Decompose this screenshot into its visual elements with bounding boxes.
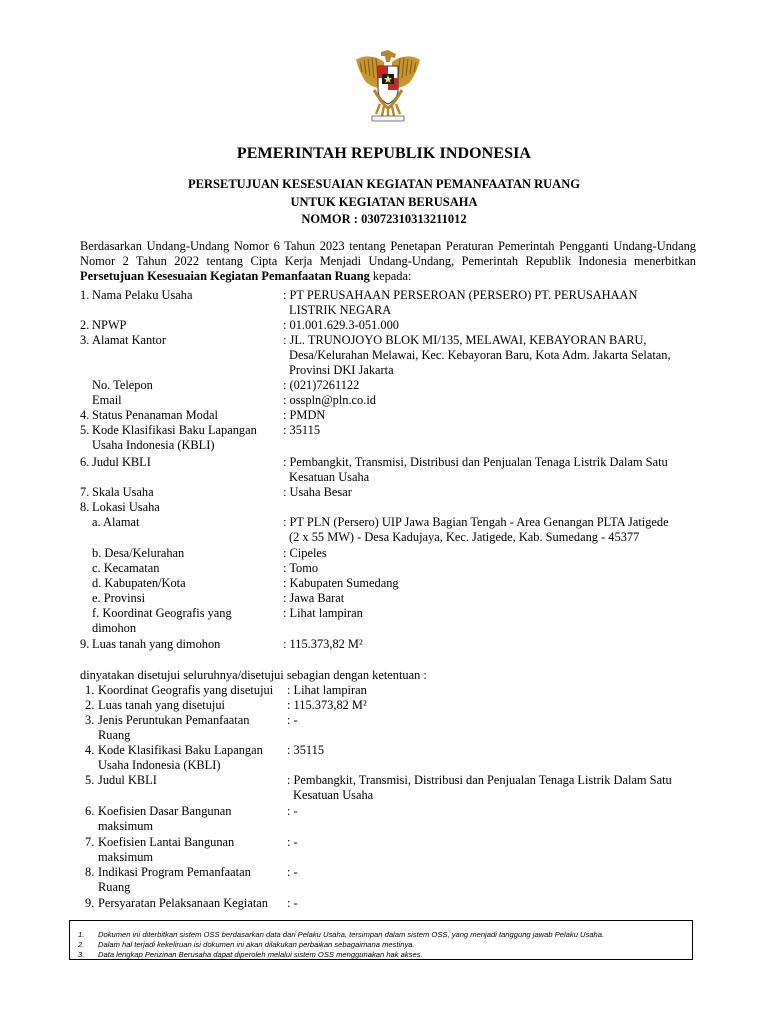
list-item-value: : -	[287, 865, 298, 879]
list-item-value: : Lihat lampiran	[283, 606, 363, 620]
list-item-value: : -	[287, 896, 298, 910]
list-item-label: Koordinat Geografis yang disetujui	[98, 683, 274, 697]
list-item-number: 4.	[85, 743, 95, 757]
footnote-text: Dokumen ini diterbitkan sistem OSS berdasarkan data dari Pelaku Usaha, tersimpan dalam sistem OSS, yang menjadi tanggung jawab Pelaku Usaha.	[98, 930, 605, 939]
list-item-label: Skala Usaha	[92, 485, 154, 499]
list-item-value: : Lihat lampiran	[287, 683, 367, 697]
list-item-number: 1.	[85, 683, 95, 697]
list-item-value: : PT PERUSAHAAN PERSEROAN (PERSERO) PT. PERUSAHAAN	[283, 288, 638, 302]
list-item-label: Indikasi Program Pemanfaatan	[98, 865, 251, 879]
list-item-value: Kesatuan Usaha	[289, 470, 370, 485]
list-item-value: : 01.001.629.3-051.000	[283, 318, 399, 332]
list-item-number: 7.	[85, 835, 95, 849]
footnote-number: 1.	[78, 930, 85, 939]
intro-paragraph	[80, 239, 696, 285]
list-item-value: : -	[287, 835, 298, 849]
list-item-label: f. Koordinat Geografis yang	[92, 606, 232, 620]
list-item-number: 5.	[85, 773, 95, 787]
list-item-value: : Usaha Besar	[283, 485, 352, 499]
list-item-value: : PMDN	[283, 408, 326, 422]
list-item-number: 3.	[80, 333, 90, 347]
list-item-value: : 115.373,82 M²	[283, 637, 363, 651]
list-item-number: 8.	[85, 865, 95, 879]
list-item-value: : Tomo	[283, 561, 319, 575]
list-item-value: : PT PLN (Persero) UIP Jawa Bagian Tengah - Area Genangan PLTA Jatigede	[283, 515, 669, 529]
list-item-label: a. Alamat	[92, 515, 140, 529]
list-item-label: Judul KBLI	[98, 773, 157, 787]
document-number: NOMOR : 03072310313211012	[301, 212, 467, 226]
footnote-text: Data lengkap Perizinan Berusaha dapat diperoleh melalui sistem OSS menggunakan hak akses.	[98, 950, 423, 959]
intro-bold-text: Persetujuan Kesesuaian Kegiatan Pemanfaatan Ruang	[80, 269, 370, 284]
list-item-label: b. Desa/Kelurahan	[92, 546, 185, 560]
list-item-value: : JL. TRUNOJOYO BLOK MI/135, MELAWAI, KEBAYORAN BARU,	[283, 333, 647, 347]
list-item-label: d. Kabupaten/Kota	[92, 576, 186, 590]
list-item-label: Alamat Kantor	[92, 333, 166, 347]
list-item-number: 1.	[80, 288, 90, 302]
government-title: PEMERINTAH REPUBLIK INDONESIA	[236, 145, 532, 162]
list-item-label: Ruang	[98, 880, 131, 895]
list-item-label: Luas tanah yang disetujui	[98, 698, 225, 712]
list-item-label: Luas tanah yang dimohon	[92, 637, 221, 651]
list-item-value: : Kabupaten Sumedang	[283, 576, 399, 590]
list-item-label: Kode Klasifikasi Baku Lapangan	[98, 743, 263, 757]
list-item-number: 2.	[85, 698, 95, 712]
intro-suffix: kepada:	[372, 269, 412, 284]
list-item-number: 6.	[85, 804, 95, 818]
list-item-label: Ruang	[98, 728, 131, 743]
list-item-value: : -	[287, 804, 298, 818]
list-item-value: LISTRIK NEGARA	[289, 303, 392, 318]
document-title	[0, 176, 768, 229]
list-item-value: : 35115	[287, 743, 325, 757]
list-item-number: 9.	[80, 637, 90, 651]
list-item-value: Desa/Kelurahan Melawai, Kec. Kebayoran Baru, Kota Adm. Jakarta Selatan,	[289, 348, 671, 363]
list-item-value: : osspln@pln.co.id	[283, 393, 376, 407]
list-item-label: Usaha Indonesia (KBLI)	[92, 438, 215, 453]
list-item-value: : Jawa Barat	[283, 591, 345, 605]
list-item-number: 3.	[85, 713, 95, 727]
list-item-label: Nama Pelaku Usaha	[92, 288, 193, 302]
list-item-label: Judul KBLI	[92, 455, 151, 469]
list-item-number: 6.	[80, 455, 90, 469]
list-item-label: No. Telepon	[92, 378, 153, 392]
list-item-label: Kode Klasifikasi Baku Lapangan	[92, 423, 257, 437]
list-item-value: : Cipeles	[283, 546, 327, 560]
list-item-value: : -	[287, 713, 298, 727]
list-item-label: maksimum	[98, 850, 154, 865]
list-item-label: Lokasi Usaha	[92, 500, 160, 514]
list-item-label: Persyaratan Pelaksanaan Kegiatan	[98, 896, 268, 910]
list-item-number: 8.	[80, 500, 90, 514]
list-item-value: Kesatuan Usaha	[293, 788, 374, 803]
list-item-label: Koefisien Dasar Bangunan	[98, 804, 232, 818]
list-item-label: e. Provinsi	[92, 591, 146, 605]
document-title-line-1: PERSETUJUAN KESESUAIAN KEGIATAN PEMANFAATAN RUANG	[188, 177, 580, 191]
list-item-value: : 115.373,82 M²	[287, 698, 367, 712]
list-item-label: Koefisien Lantai Bangunan	[98, 835, 235, 849]
document-title-line-2: UNTUK KEGIATAN BERUSAHA	[290, 194, 478, 209]
list-item-label: maksimum	[98, 819, 154, 834]
list-item-number: 4.	[80, 408, 90, 422]
list-item-label: Jenis Peruntukan Pemanfaatan	[98, 713, 250, 727]
list-item-number: 7.	[80, 485, 90, 499]
list-item-value: (2 x 55 MW) - Desa Kadujaya, Kec. Jatigede, Kab. Sumedang - 45377	[289, 530, 640, 545]
list-item-number: 9.	[85, 896, 95, 910]
list-item-value: : 35115	[283, 423, 321, 437]
footnote-number: 2.	[78, 940, 85, 949]
list-item-label: NPWP	[92, 318, 127, 332]
intro-text: Berdasarkan Undang-Undang Nomor 6 Tahun 2023 tentang Penetapan Peraturan Pemerintah Pengganti Undang-Undang Nomor 2 Tahun 2022 tentang Cipta Kerja Menjadi Undang-Undang, Pemerintah Republik Indonesia menerbitkan	[80, 239, 696, 269]
list-item-label: dimohon	[92, 621, 137, 636]
list-item-value: : (021)7261122	[283, 378, 360, 392]
list-item-label: Status Penanaman Modal	[92, 408, 218, 422]
list-item-value: Provinsi DKI Jakarta	[289, 363, 394, 378]
footnote-text: Dalam hal terjadi kekeliruan isi dokumen ini akan dilakukan perbaikan sebagaimana mestinya.	[98, 940, 415, 949]
garuda-pancasila-emblem-icon	[348, 44, 428, 124]
list-item-number: 2.	[80, 318, 90, 332]
footnote-number: 3.	[78, 950, 85, 959]
list-item-value: : Pembangkit, Transmisi, Distribusi dan Penjualan Tenaga Listrik Dalam Satu	[287, 773, 672, 787]
list-item-number: 5.	[80, 423, 90, 437]
list-item-label: c. Kecamatan	[92, 561, 160, 575]
list-item-label: Email	[92, 393, 122, 407]
list-item-label: Usaha Indonesia (KBLI)	[98, 758, 221, 773]
approval-statement: dinyatakan disetujui seluruhnya/disetujui sebagian dengan ketentuan :	[80, 668, 427, 682]
list-item-value: : Pembangkit, Transmisi, Distribusi dan Penjualan Tenaga Listrik Dalam Satu	[283, 455, 668, 469]
